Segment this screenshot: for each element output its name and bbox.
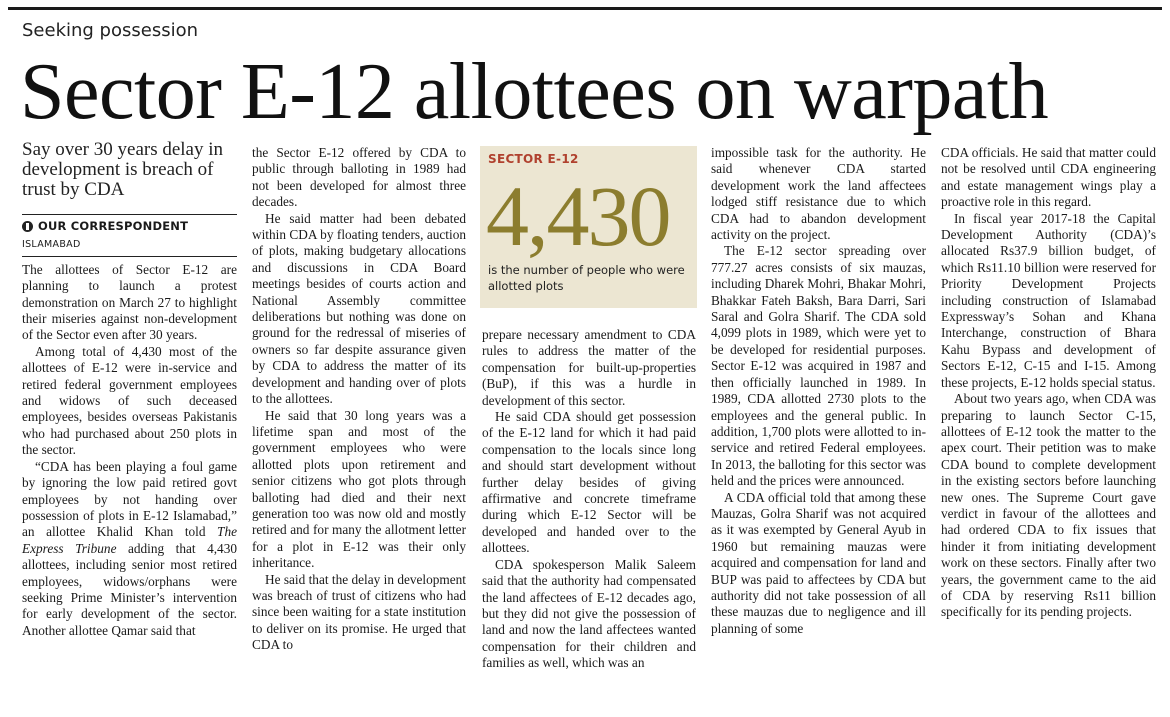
paragraph: A CDA official told that among these Mauzas, Golra Sharif was not acquired as it was exempted by General Ayub in 1960 but remaining mauzas were acquired and compensation for land and BUP was paid to affectees by CDA but authority did not take possession of all these mauzas due to negligence and ill planning of some	[711, 489, 926, 636]
paragraph: Among total of 4,430 most of the allottees of E-12 were in-service and retired federal government employees and widows of such deceased employees, besides overseas Pakistanis who had purchased about 250 plots in the sector.	[22, 343, 237, 458]
byline	[22, 214, 237, 234]
paragraph	[22, 459, 237, 639]
headline: Sector E-12 allottees on warpath	[20, 48, 1049, 136]
paragraph: About two years ago, when CDA was preparing to launch Sector C-15, allottees of E-12 took the matter to the apex court. Their petition was to make CDA bound to complete development in the existing sectors before launching new ones. The Supreme Court gave verdict in favour of the allottees and had ordered CDA to fix issues that hinder it from initiating development work on these sectors. Finally after two years, the government came to the aid of CDA by reserving Rs11 billion specifically for its pending projects.	[941, 391, 1156, 620]
paragraph: The E-12 sector spreading over 777.27 acres consists of six mauzas, including Dharek Mohri, Bhakar Mohri, Bhakkar Fateh Baksh, Bara Darri, Sari Saral and Golra Sharif. The CDA sold 4,099 plots in 1989, which were yet to be developed for residential purposes. Sector E-12 was acquired in 1987 and then officially launched in 1989. In 1989, CDA allotted 2730 plots to the employees and the general public. In addition, 1,700 plots were allotted to in-service and retired Federal employees. In 2013, the balloting for this sector was held and the prices were announced.	[711, 243, 926, 489]
fact-box-label: SECTOR E-12	[488, 152, 579, 166]
paragraph: the Sector E-12 offered by CDA to public through balloting in 1989 had not been developed for almost three decades.	[252, 145, 466, 210]
paragraph: He said matter had been debated within CDA by floating tenders, auction of plots, making budgetary allocations and discussions in CDA Board meetings besides of courts action and National Assembly committee deliberations but nothing was done on ground for the redressal of miseries of owners so far despite assurance given by CDA to address the matter of its development and handing over of plots to the allottees.	[252, 210, 466, 407]
paragraph: CDA spokesperson Malik Saleem said that the authority had compensated the land affectees of E-12 decades ago, but they did not give the possession of land and now the land affectees wanted compensation for their children and families as well, which was an	[482, 556, 696, 671]
deck: Say over 30 years delay in development is breach of trust by CDA	[22, 139, 224, 200]
paragraph-text: adding that 4,430 allottees, including senior most retired employees, widows/orphans were seeking Prime Minister’s intervention for early development of the sector. Another allottee Qamar said that	[22, 540, 237, 638]
column-5	[941, 145, 1156, 621]
paragraph: CDA officials. He said that matter could not be resolved until CDA engineering and estate management wings play a proactive role in this regard.	[941, 145, 1156, 210]
publication-name: The Express Tribune	[22, 524, 237, 556]
paragraph: The allottees of Sector E-12 are planning to launch a protest demonstration on March 27 to highlight their miseries against non-development of the Sector even after 30 years.	[22, 261, 237, 343]
fact-box-caption: is the number of people who were allotted plots	[488, 263, 685, 293]
column-2	[252, 145, 466, 654]
byline-text: OUR CORRESPONDENT	[38, 219, 189, 233]
paragraph: He said CDA should get possession of the E-12 land for which it had paid compensation to the locals since long and should start development without further delay besides of giving affirmative and concrete timeframe during which E-12 Sector will be developed and handed over to the allottees.	[482, 409, 696, 556]
paragraph: impossible task for the authority. He said whenever CDA started development work the land affectees lodged stiff resistance due to which CDA had to abandon development activity on the project.	[711, 145, 926, 243]
paragraph: prepare necessary amendment to CDA rules to address the matter of the compensation for built-up-properties (BuP), if this was a hurdle in development of this sector.	[482, 327, 696, 408]
top-rule	[8, 7, 1162, 10]
paragraph: He said that the delay in development was breach of trust of citizens who had since been waiting for a state institution to deliver on its promise. He urged that CDA to	[252, 571, 466, 653]
column-1	[22, 140, 237, 639]
paragraph: In fiscal year 2017-18 the Capital Development Authority (CDA)’s allocated Rs37.9 billion budget, of which Rs11.10 billion were reserved for Priority Development Projects including construction of Islamabad Expressway’s Sohan and Khana Interchange, construction of Bhara Kahu Bypass and development of Sectors E-12, C-15 and I-15. Among these projects, E-12 holds special status.	[941, 210, 1156, 390]
fact-box-number: 4,430	[486, 168, 670, 264]
column-3	[482, 327, 696, 672]
kicker: Seeking possession	[22, 20, 199, 41]
paragraph-text: “CDA has been playing a foul game by ignoring the low paid retired govt employees by not handing over possession of plots in E-12 Islamabad,” an allottee Khalid Khan told	[22, 458, 237, 540]
author-icon	[22, 221, 33, 232]
column-4	[711, 145, 926, 637]
dateline: ISLAMABAD	[22, 237, 237, 256]
fact-box	[480, 146, 697, 308]
paragraph: He said that 30 long years was a lifetime span and most of the government employees who were allotted plots upon retirement and senior citizens who got plots through balloting had died and their next generation too was now old and mostly retired and for many the allotment letter for a plot in E-12 was their only inheritance.	[252, 407, 466, 571]
